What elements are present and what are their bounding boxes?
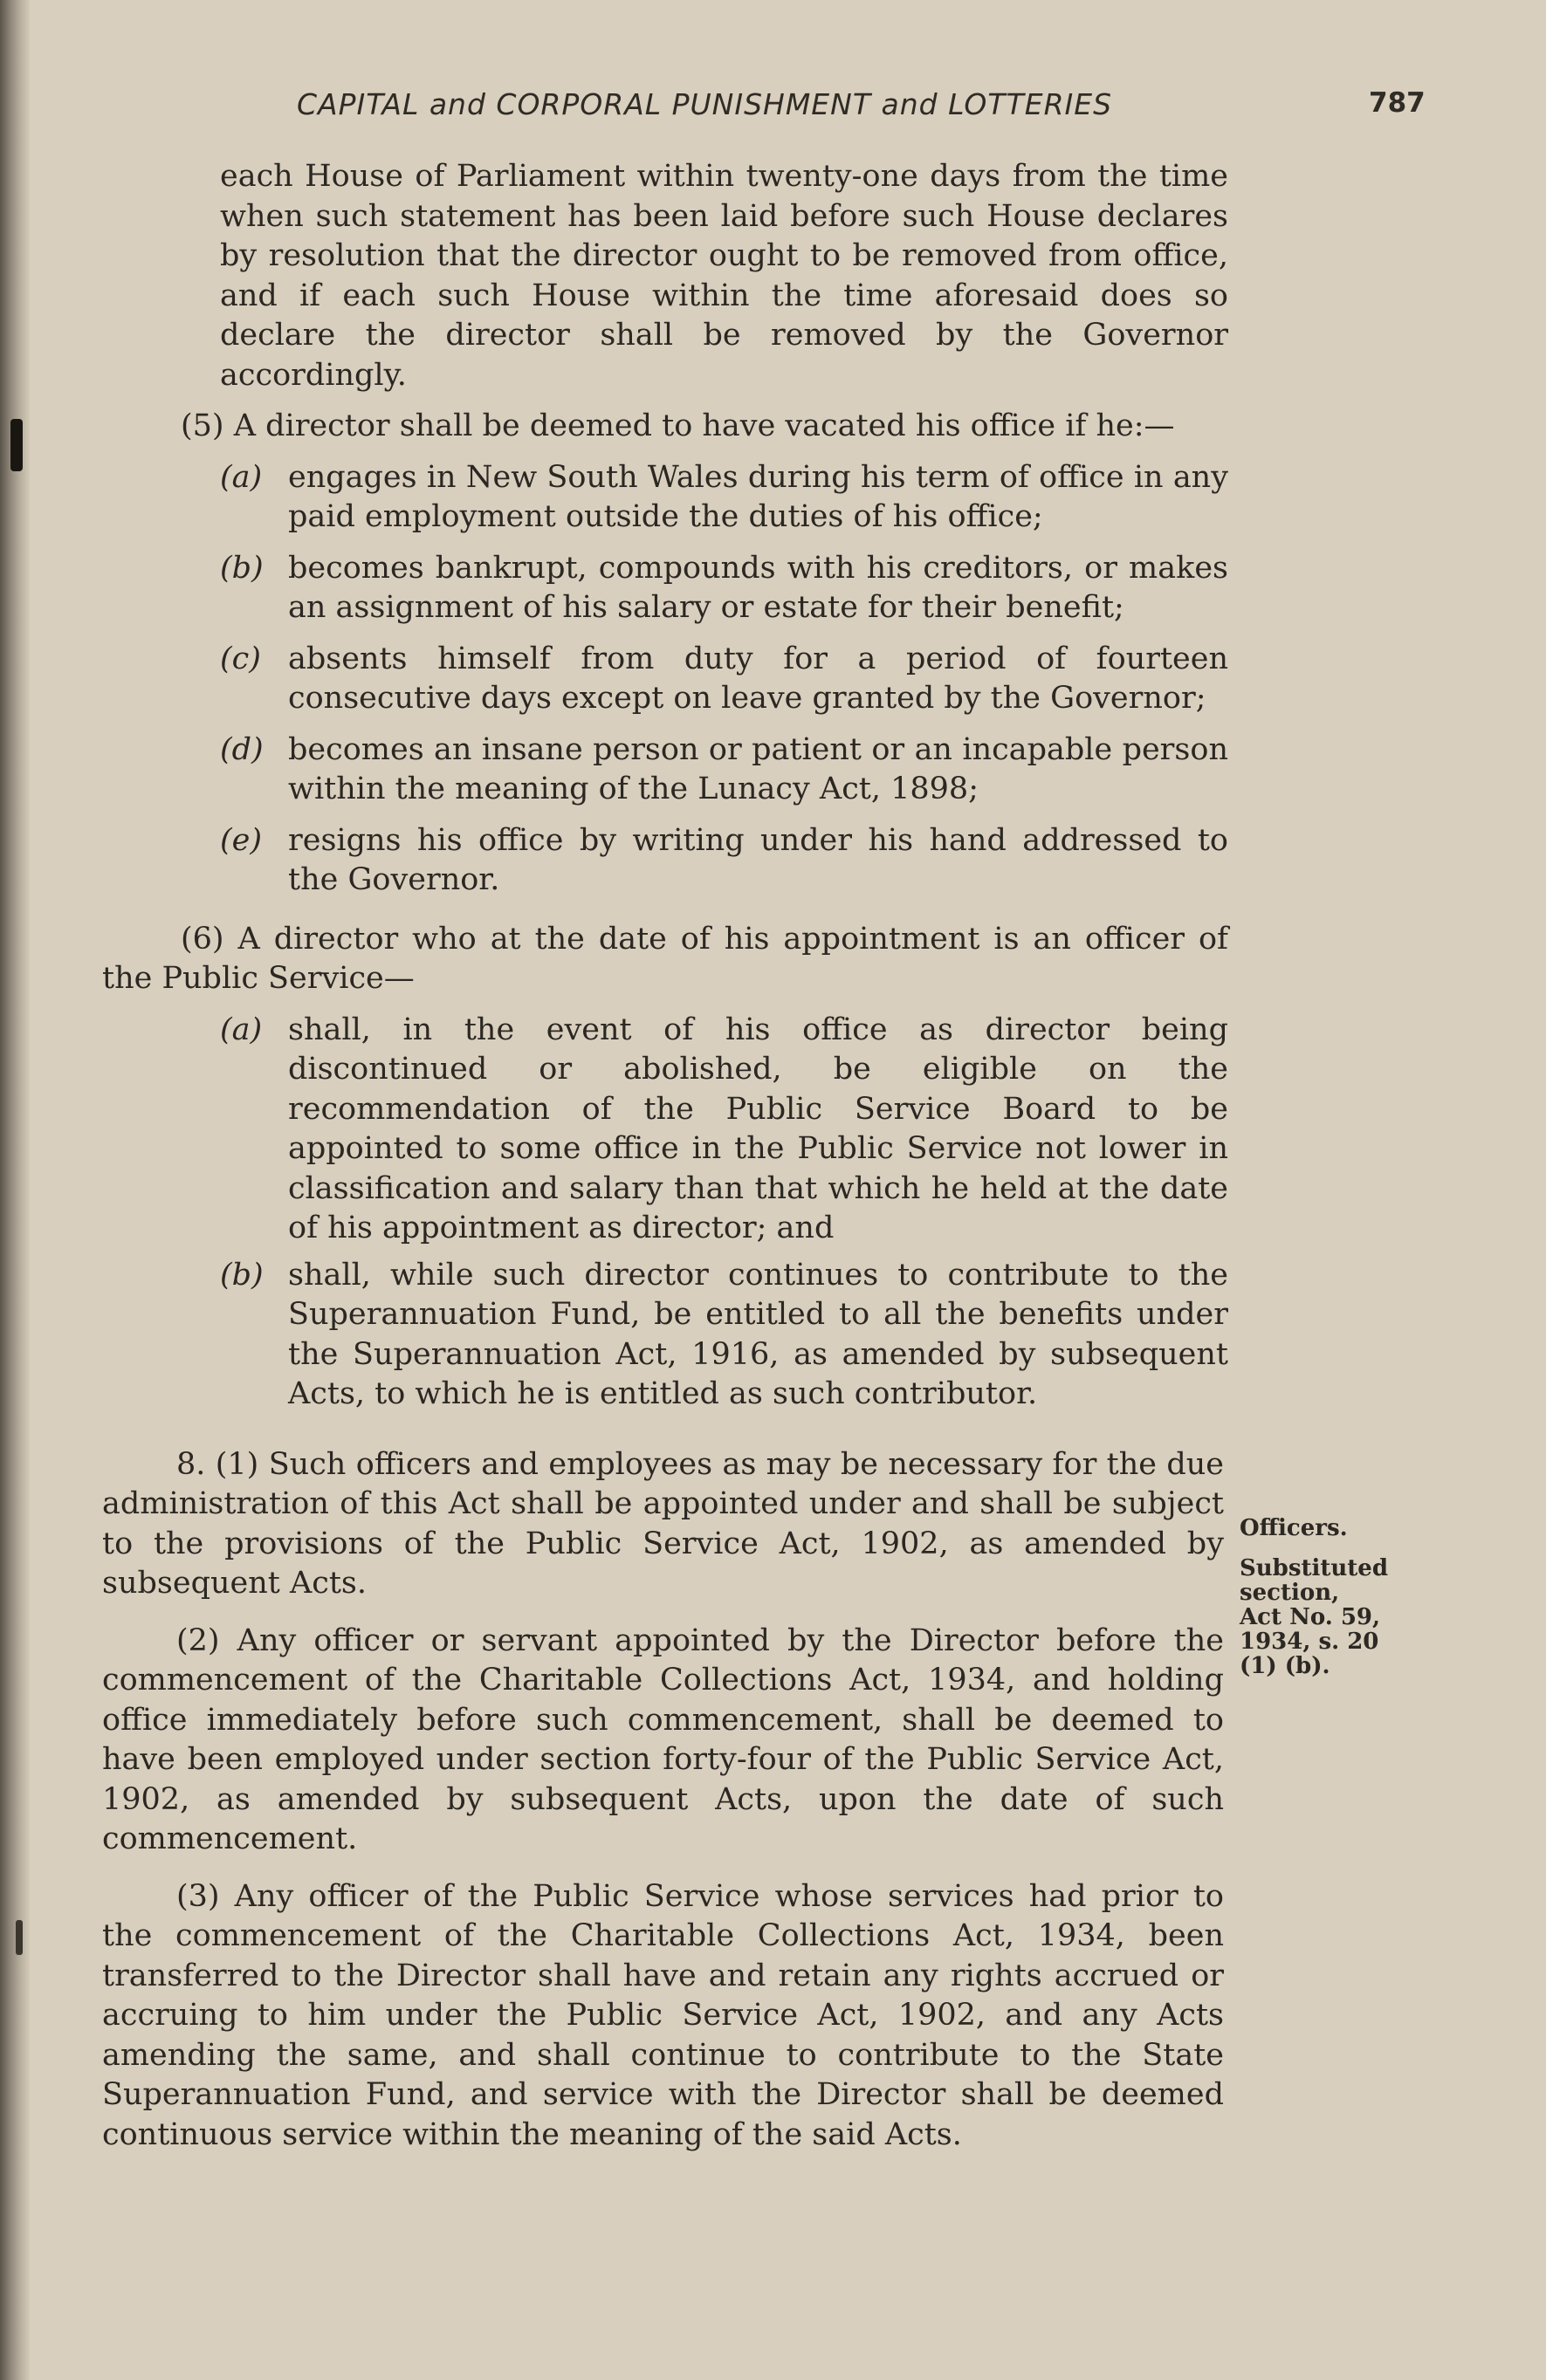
paragraph-text: becomes bankrupt, compounds with his creditors, or makes an assignment of his salary or estate for their benefit;: [288, 550, 1228, 625]
binding-mark: [16, 1920, 23, 1955]
paragraph-text: resigns his office by writing under his hand addressed to the Governor.: [288, 822, 1228, 897]
paragraph-text: engages in New South Wales during his term of office in any paid employment outside the duties of his office;: [288, 459, 1228, 534]
paragraph-label: (d): [220, 731, 264, 767]
paragraph-label: (b): [220, 550, 264, 586]
page-number: 787: [1369, 87, 1426, 119]
margin-notes: [1240, 1516, 1414, 1678]
paragraph-label: (b): [220, 1257, 264, 1293]
running-title: CAPITAL and CORPORAL PUNISHMENT and LOTTERIES: [297, 87, 1113, 121]
section-8-subsection-3: (3) Any officer of the Public Service whose services had prior to the commencement of the Charitable Collections Act, 1934, been transferred to the Director shall have and retain any rights accrued or accruing to him under the Public Service Act, 1902, and any Acts amending the same, and shall continue to contribute to the State Superannuation Fund, and service with the Director shall be deemed continuous service within the meaning of the said Acts.: [102, 1878, 1224, 2152]
paragraph-5d: [102, 730, 1228, 810]
paragraph-text: absents himself from duty for a period of fourteen consecutive days except on leave granted by the Governor;: [288, 641, 1228, 716]
margin-note-subref: (1) (b).: [1240, 1653, 1330, 1679]
paragraph-text: shall, while such director continues to contribute to the Superannuation Fund, be entitled to all the benefits under the Superannuation Act, 1916, as amended by subsequent Acts, to which he is entitled as such contributor.: [288, 1257, 1228, 1411]
subsection-5: (5) A director shall be deemed to have vacated his office if he:—: [181, 408, 1175, 443]
continuation-paragraph: each House of Parliament within twenty-one days from the time when such statement has been laid before such House declares by resolution that the director ought to be removed from office, and if each such House within the time aforesaid does so declare the director shall be removed by the Governor accordingly.: [220, 159, 1228, 393]
margin-note-substituted: Substituted section,: [1240, 1555, 1389, 1606]
paragraph-text: becomes an insane person or patient or an incapable person within the meaning of the Lunacy Act, 1898;: [288, 731, 1228, 806]
paragraph-label: (c): [220, 641, 261, 676]
margin-note-act: Act No. 59,: [1240, 1604, 1381, 1630]
paragraph-5e: [102, 821, 1228, 901]
paragraph-5c: [102, 640, 1228, 719]
section-8-subsection-1: 8. (1) Such officers and employees as may be necessary for the due administration of this Act shall be appointed under and shall be subject to the provisions of the Public Service Act, 1902, as amended by subsequent Acts.: [102, 1446, 1224, 1601]
paragraph-5b: [102, 549, 1228, 628]
paragraph-5a: [102, 458, 1228, 538]
margin-note-year: 1934, s. 20: [1240, 1629, 1379, 1655]
page-header: [0, 87, 1546, 131]
section-8-subsection-2: (2) Any officer or servant appointed by the Director before the commencement of the Charitable Collections Act, 1934, and holding office immediately before such commencement, shall be deemed to have been employed under section forty-four of the Public Service Act, 1902, as amended by subsequent Acts, upon the date of such commencement.: [102, 1622, 1224, 1856]
paragraph-6a: [102, 1011, 1228, 1249]
margin-note-officers: Officers.: [1240, 1515, 1348, 1541]
binding-mark: [10, 419, 23, 471]
paragraph-6b: [102, 1256, 1228, 1415]
paragraph-label: (a): [220, 459, 263, 495]
paragraph-label: (a): [220, 1012, 263, 1047]
paragraph-label: (e): [220, 822, 263, 858]
paragraph-text: shall, in the event of his office as director being discontinued or abolished, be eligible on the recommendation of the Public Service Board to be appointed to some office in the Public Service not lower in classification and salary than that which he held at the date of his appointment as director; and: [288, 1012, 1228, 1245]
subsection-6: (6) A director who at the date of his appointment is an officer of the Public Service—: [102, 921, 1228, 996]
book-spine-shadow: [0, 0, 30, 2380]
page-body: [102, 157, 1228, 2155]
